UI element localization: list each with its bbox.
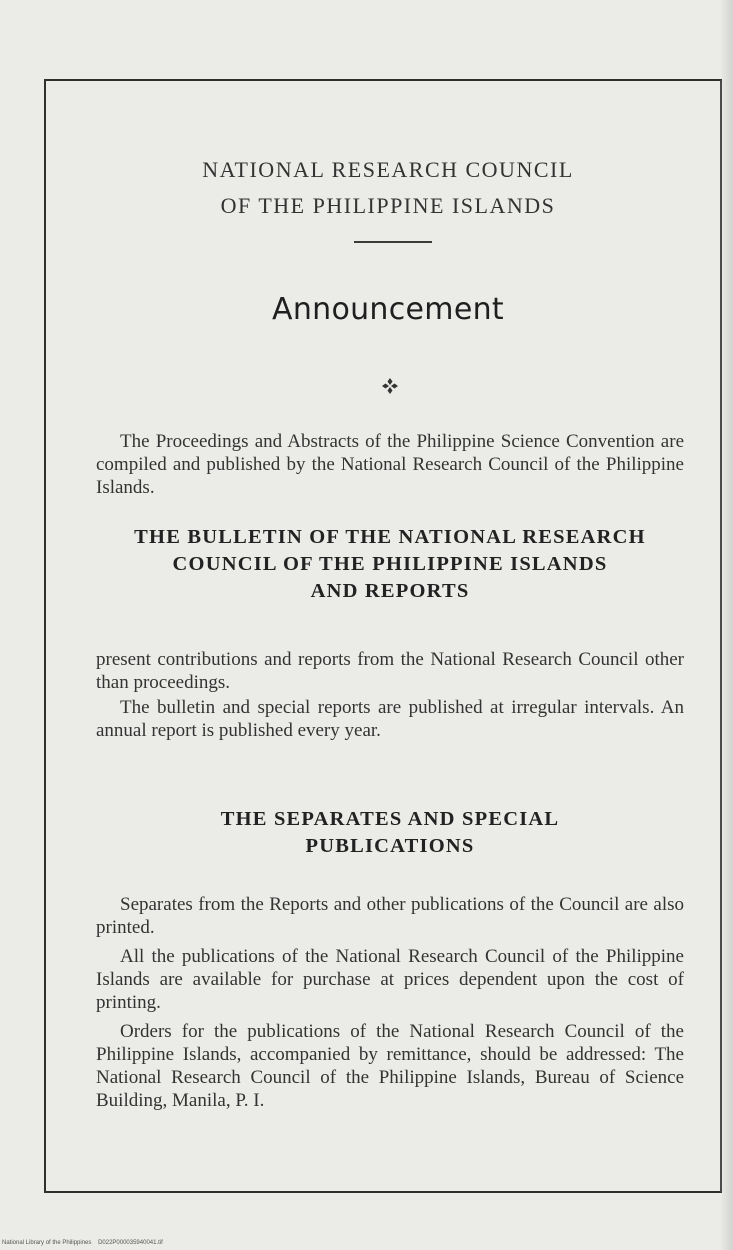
bulletin-heading-line1: THE BULLETIN OF THE NATIONAL RESEARCH (134, 526, 646, 548)
separates-paragraph-3: Orders for the publications of the National Research Council of the Philippine Islands, accompanied by remittance, should be addressed: The National Research Council of the Philippine Islands, Bureau of Science Building, Manila, P. I. (96, 1021, 684, 1111)
bulletin-paragraph-2: The bulletin and special reports are published at irregular intervals. An annual report is published every year. (96, 697, 684, 741)
separates-paragraph-1: Separates from the Reports and other publications of the Council are also printed. (96, 894, 684, 938)
footer-library: National Library of the Philippines (2, 1240, 92, 1246)
footer-code: D022P000035940041.tif (98, 1240, 163, 1246)
separates-heading (90, 806, 690, 860)
header-divider (354, 241, 432, 243)
separates-heading-line2: PUBLICATIONS (305, 835, 475, 857)
council-header (90, 152, 686, 224)
four-diamond-ornament-icon (381, 377, 399, 395)
bulletin-heading-line3: AND REPORTS (310, 580, 470, 602)
intro-paragraph: The Proceedings and Abstracts of the Philippine Science Convention are compiled and published by the National Research Council of the Philippine Islands. (96, 431, 684, 498)
separates-heading-line1: THE SEPARATES AND SPECIAL (220, 808, 560, 830)
page-edge-shadow (721, 0, 733, 1250)
separates-paragraph-2: All the publications of the National Research Council of the Philippine Islands are available for purchase at prices dependent upon the cost of printing. (96, 946, 684, 1013)
announcement-title: Announcement (272, 292, 504, 327)
council-header-line2: OF THE PHILIPPINE ISLANDS (220, 193, 556, 218)
bulletin-heading (90, 524, 690, 605)
scan-footer (2, 1240, 163, 1246)
bulletin-heading-line2: COUNCIL OF THE PHILIPPINE ISLANDS (172, 553, 608, 575)
bulletin-paragraph-1: present contributions and reports from the National Research Council other than proceedings. (96, 649, 684, 693)
council-header-line1: NATIONAL RESEARCH COUNCIL (202, 157, 574, 182)
